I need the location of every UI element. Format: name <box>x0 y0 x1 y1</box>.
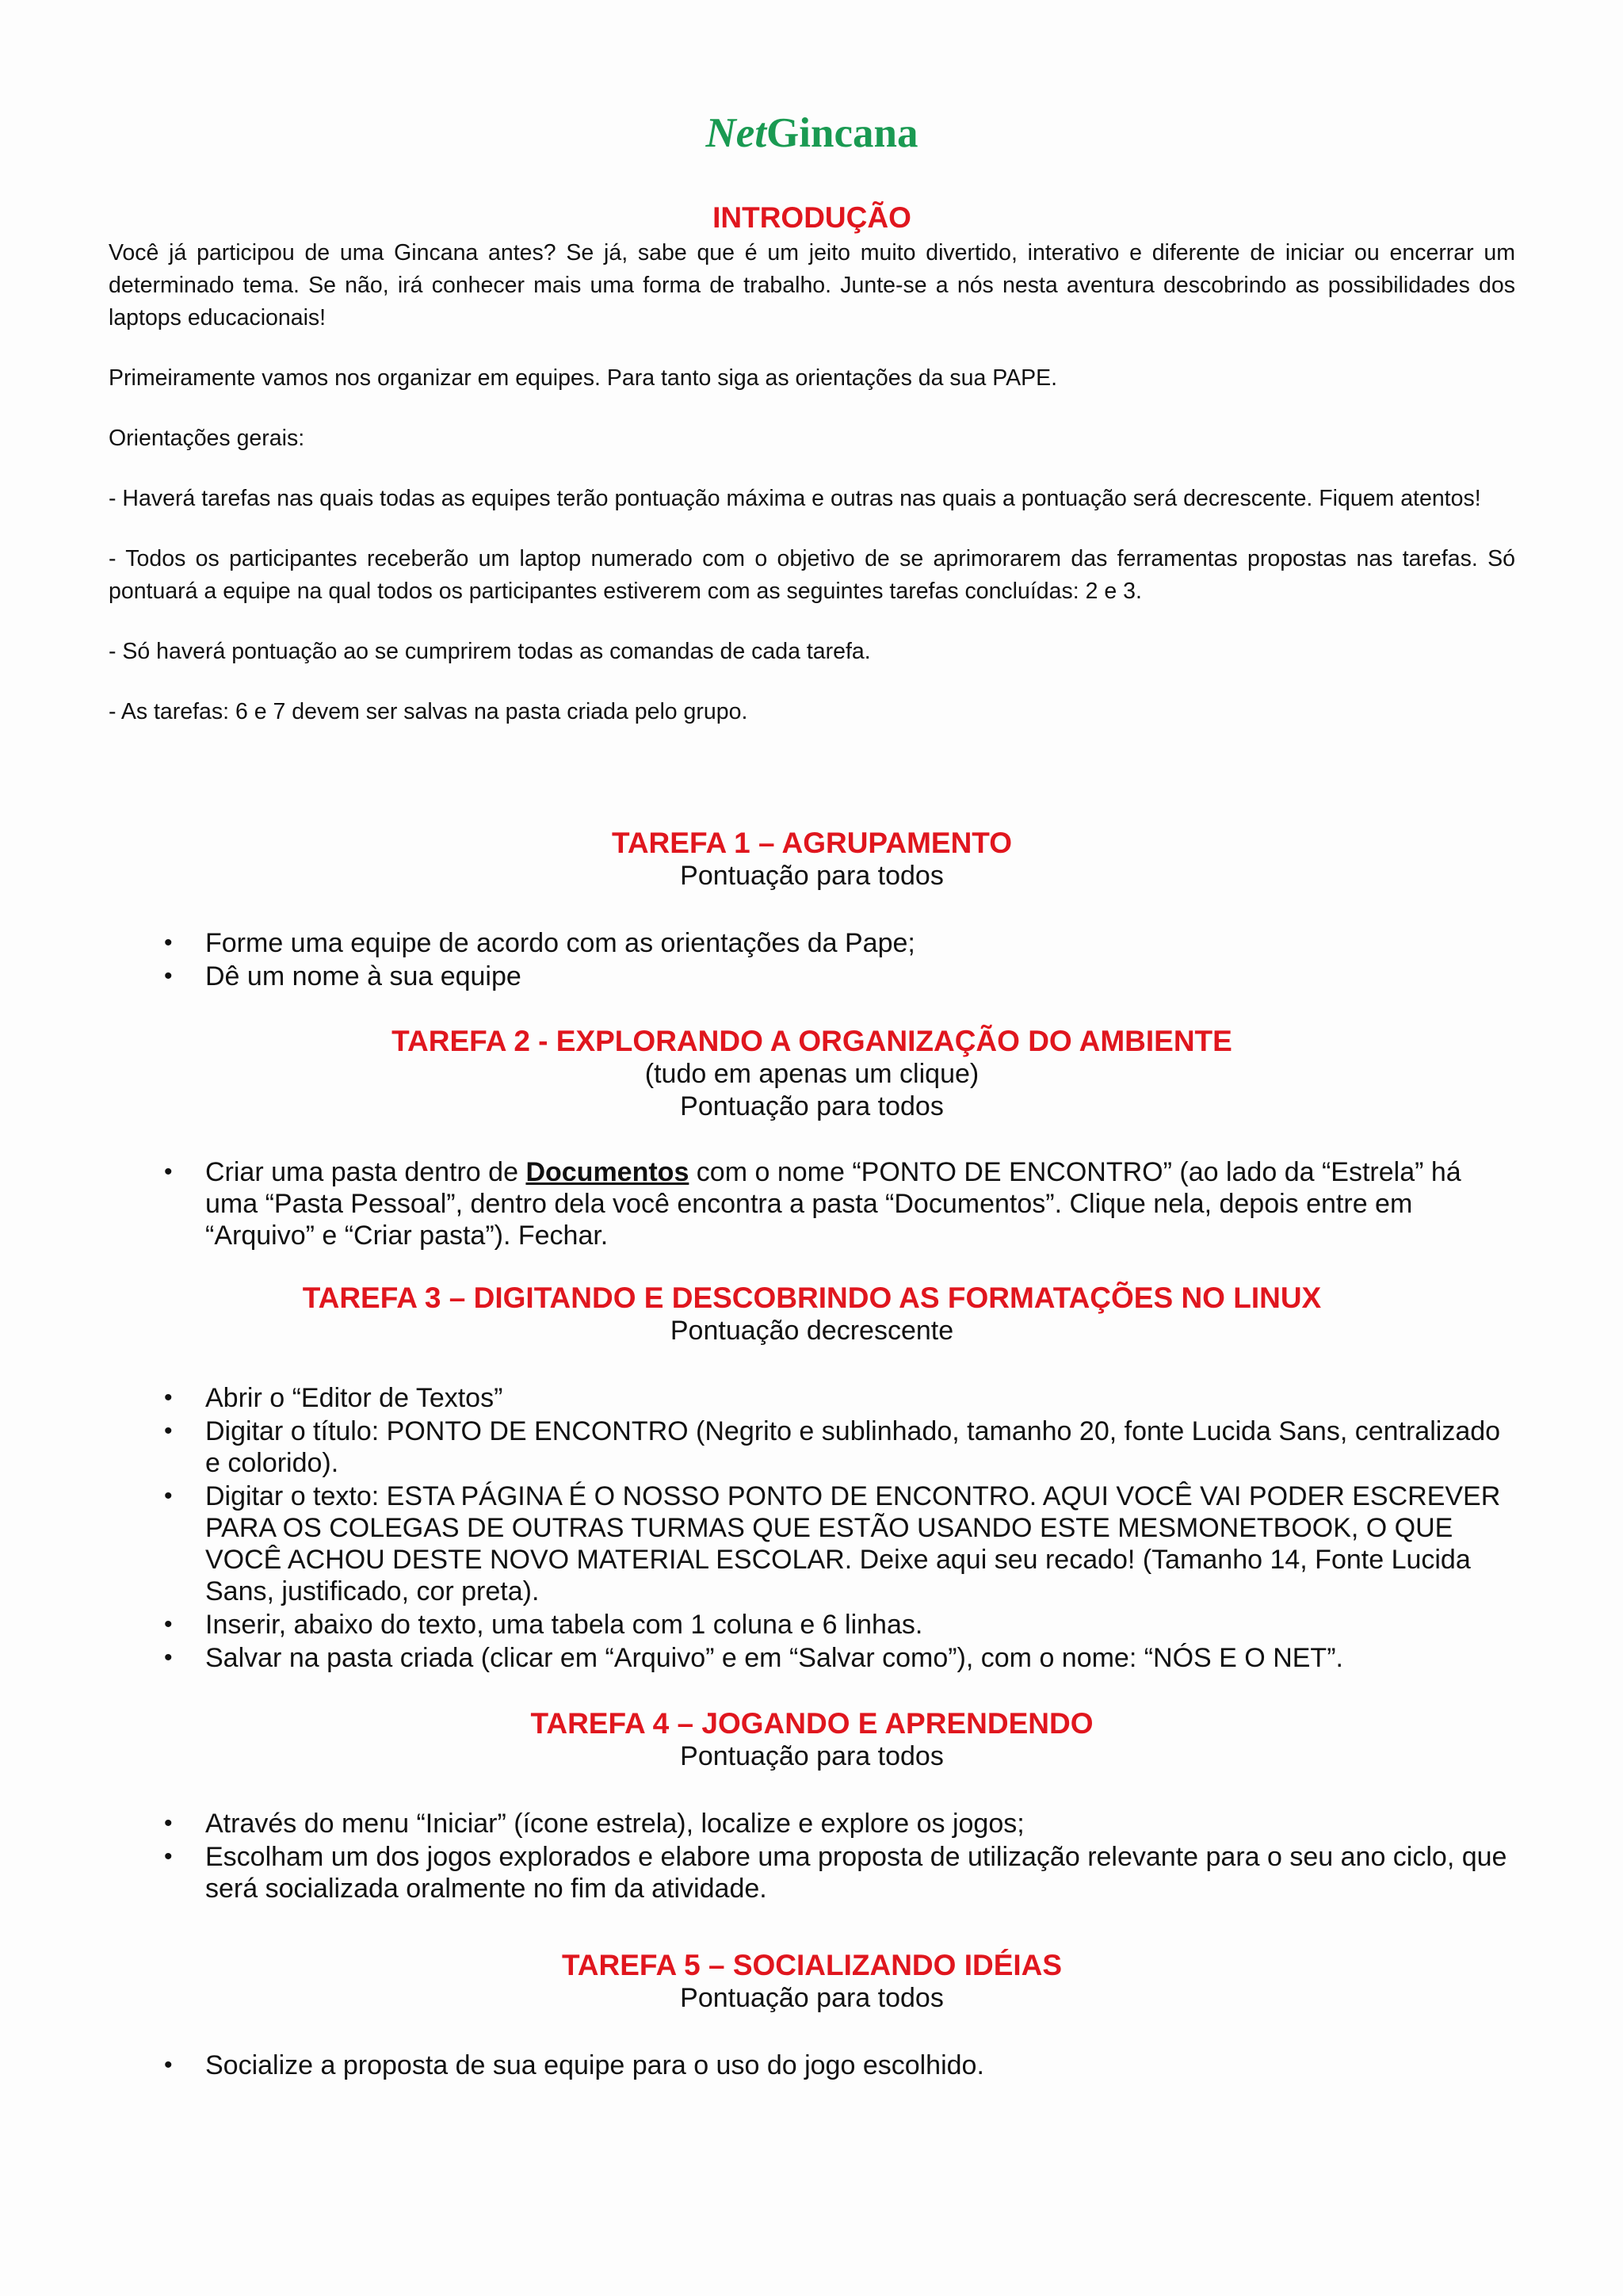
task-4-item <box>109 1808 1515 1839</box>
document-title-italic: Net <box>705 110 767 156</box>
intro-heading: INTRODUÇÃO <box>712 201 911 234</box>
task-5-section <box>109 1949 1515 2015</box>
task-3-item-text: Inserir, abaixo do texto, uma tabela com 1 coluna e 6 linhas. <box>205 1610 923 1640</box>
task-3-item <box>109 1480 1515 1607</box>
bullet-icon: • <box>164 1645 173 1671</box>
document-title <box>109 107 1515 159</box>
task-2-scoring: Pontuação para todos <box>680 1091 944 1121</box>
task-3-item <box>109 1609 1515 1641</box>
task-1-item-text: Dê um nome à sua equipe <box>205 961 521 991</box>
bullet-icon: • <box>164 2052 173 2078</box>
intro-paragraph: Você já participou de uma Gincana antes? Se já, sabe que é um jeito muito divertido, interativo e diferente de iniciar ou encerrar um determinado tema. Se não, irá conhecer mais uma forma de trabalho. Junte-se a nós nesta aventura descobrindo as possibilidades dos laptops educacionais! <box>109 240 1515 330</box>
task-3-scoring: Pontuação decrescente <box>670 1316 954 1346</box>
task-3-item-text: Salvar na pasta criada (clicar em “Arquivo” e em “Salvar como”), com o nome: “NÓS E O NET”. <box>205 1643 1343 1673</box>
intro-paragraph: - Todos os participantes receberão um laptop numerado com o objetivo de se aprimorarem das ferramentas propostas nas tarefas. Só pontuará a equipe na qual todos os participantes estiverem com as seguintes tarefas concluídas: 2 e 3. <box>109 546 1515 604</box>
task-3-heading: TAREFA 3 – DIGITANDO E DESCOBRINDO AS FORMATAÇÕES NO LINUX <box>302 1282 1322 1314</box>
task-2-item-text-start: Criar uma pasta dentro de <box>205 1157 526 1187</box>
intro-paragraph: Orientações gerais: <box>109 426 305 451</box>
document-title-regular: Gincana <box>766 110 918 156</box>
bullet-icon: • <box>164 1810 173 1836</box>
task-2-section <box>109 1025 1515 1123</box>
intro-section-header <box>109 201 1515 235</box>
bullet-icon: • <box>164 930 173 956</box>
task-4-item <box>109 1841 1515 1904</box>
task-1-item <box>109 961 1515 992</box>
task-5-list <box>109 2050 1515 2083</box>
task-3-list <box>109 1382 1515 1675</box>
task-3-item-text: Digitar o título: PONTO DE ENCONTRO (Negrito e sublinhado, tamanho 20, fonte Lucida Sans, centralizado e colorido). <box>205 1416 1501 1478</box>
bullet-icon: • <box>164 1159 173 1185</box>
task-2-list <box>109 1156 1515 1253</box>
task-5-item-text: Socialize a proposta de sua equipe para o uso do jogo escolhido. <box>205 2050 984 2080</box>
task-1-heading: TAREFA 1 – AGRUPAMENTO <box>611 827 1013 859</box>
task-2-heading: TAREFA 2 - EXPLORANDO A ORGANIZAÇÃO DO AMBIENTE <box>391 1025 1232 1057</box>
task-4-item-text: Escolham um dos jogos explorados e elabore uma proposta de utilização relevante para o seu ano ciclo, que será socializada oralmente no fim da atividade. <box>205 1842 1507 1904</box>
task-3-item-text: Abrir o “Editor de Textos” <box>205 1383 503 1413</box>
task-5-item <box>109 2050 1515 2081</box>
task-1-list <box>109 927 1515 994</box>
task-3-item <box>109 1415 1515 1479</box>
bullet-icon: • <box>164 1843 173 1870</box>
intro-paragraph: - Haverá tarefas nas quais todas as equipes terão pontuação máxima e outras nas quais a pontuação será decrescente. Fiquem atentos! <box>109 486 1481 511</box>
documents-folder-reference: Documentos <box>525 1157 689 1187</box>
task-3-item <box>109 1642 1515 1674</box>
task-2-item <box>109 1156 1515 1251</box>
task-4-item-text: Através do menu “Iniciar” (ícone estrela), localize e explore os jogos; <box>205 1809 1025 1839</box>
bullet-icon: • <box>164 1385 173 1411</box>
bullet-icon: • <box>164 1611 173 1637</box>
intro-paragraph: Primeiramente vamos nos organizar em equipes. Para tanto siga as orientações da sua PAPE. <box>109 365 1058 391</box>
task-4-scoring: Pontuação para todos <box>680 1741 944 1771</box>
task-3-section <box>109 1282 1515 1347</box>
bullet-icon: • <box>164 1418 173 1444</box>
task-1-scoring: Pontuação para todos <box>680 861 944 891</box>
bullet-icon: • <box>164 963 173 989</box>
intro-paragraph: - As tarefas: 6 e 7 devem ser salvas na pasta criada pelo grupo. <box>109 699 748 724</box>
task-2-item-text-end: com o nome “PONTO DE ENCONTRO” (ao lado da “Estrela” há uma “Pasta Pessoal”, dentro dela você encontra a pasta “Documentos”. Clique nela, depois entre em “Arquivo” e “Criar pasta”). Fechar. <box>205 1157 1461 1251</box>
task-5-heading: TAREFA 5 – SOCIALIZANDO IDÉIAS <box>561 1949 1063 1981</box>
task-1-item-text: Forme uma equipe de acordo com as orientações da Pape; <box>205 928 915 958</box>
intro-body <box>109 237 1515 756</box>
task-2-note: (tudo em apenas um clique) <box>644 1059 980 1089</box>
task-3-item <box>109 1382 1515 1414</box>
task-4-list <box>109 1808 1515 1906</box>
task-4-section <box>109 1707 1515 1773</box>
task-1-section <box>109 827 1515 892</box>
intro-paragraph: - Só haverá pontuação ao se cumprirem todas as comandas de cada tarefa. <box>109 639 871 664</box>
task-4-heading: TAREFA 4 – JOGANDO E APRENDENDO <box>530 1707 1094 1740</box>
task-3-item-text: Digitar o texto: ESTA PÁGINA É O NOSSO PONTO DE ENCONTRO. AQUI VOCÊ VAI PODER ESCREVER PARA OS COLEGAS DE OUTRAS TURMAS QUE ESTÃO USANDO ESTE MESMONETBOOK, O QUE VOCÊ ACHOU DESTE NOVO MATERIAL ESCOLAR. Deixe aqui seu recado! (Tamanho 14, Fonte Lucida Sans, justificado, cor preta). <box>205 1481 1501 1606</box>
bullet-icon: • <box>164 1483 173 1509</box>
task-1-item <box>109 927 1515 959</box>
task-5-scoring: Pontuação para todos <box>680 1983 944 2013</box>
